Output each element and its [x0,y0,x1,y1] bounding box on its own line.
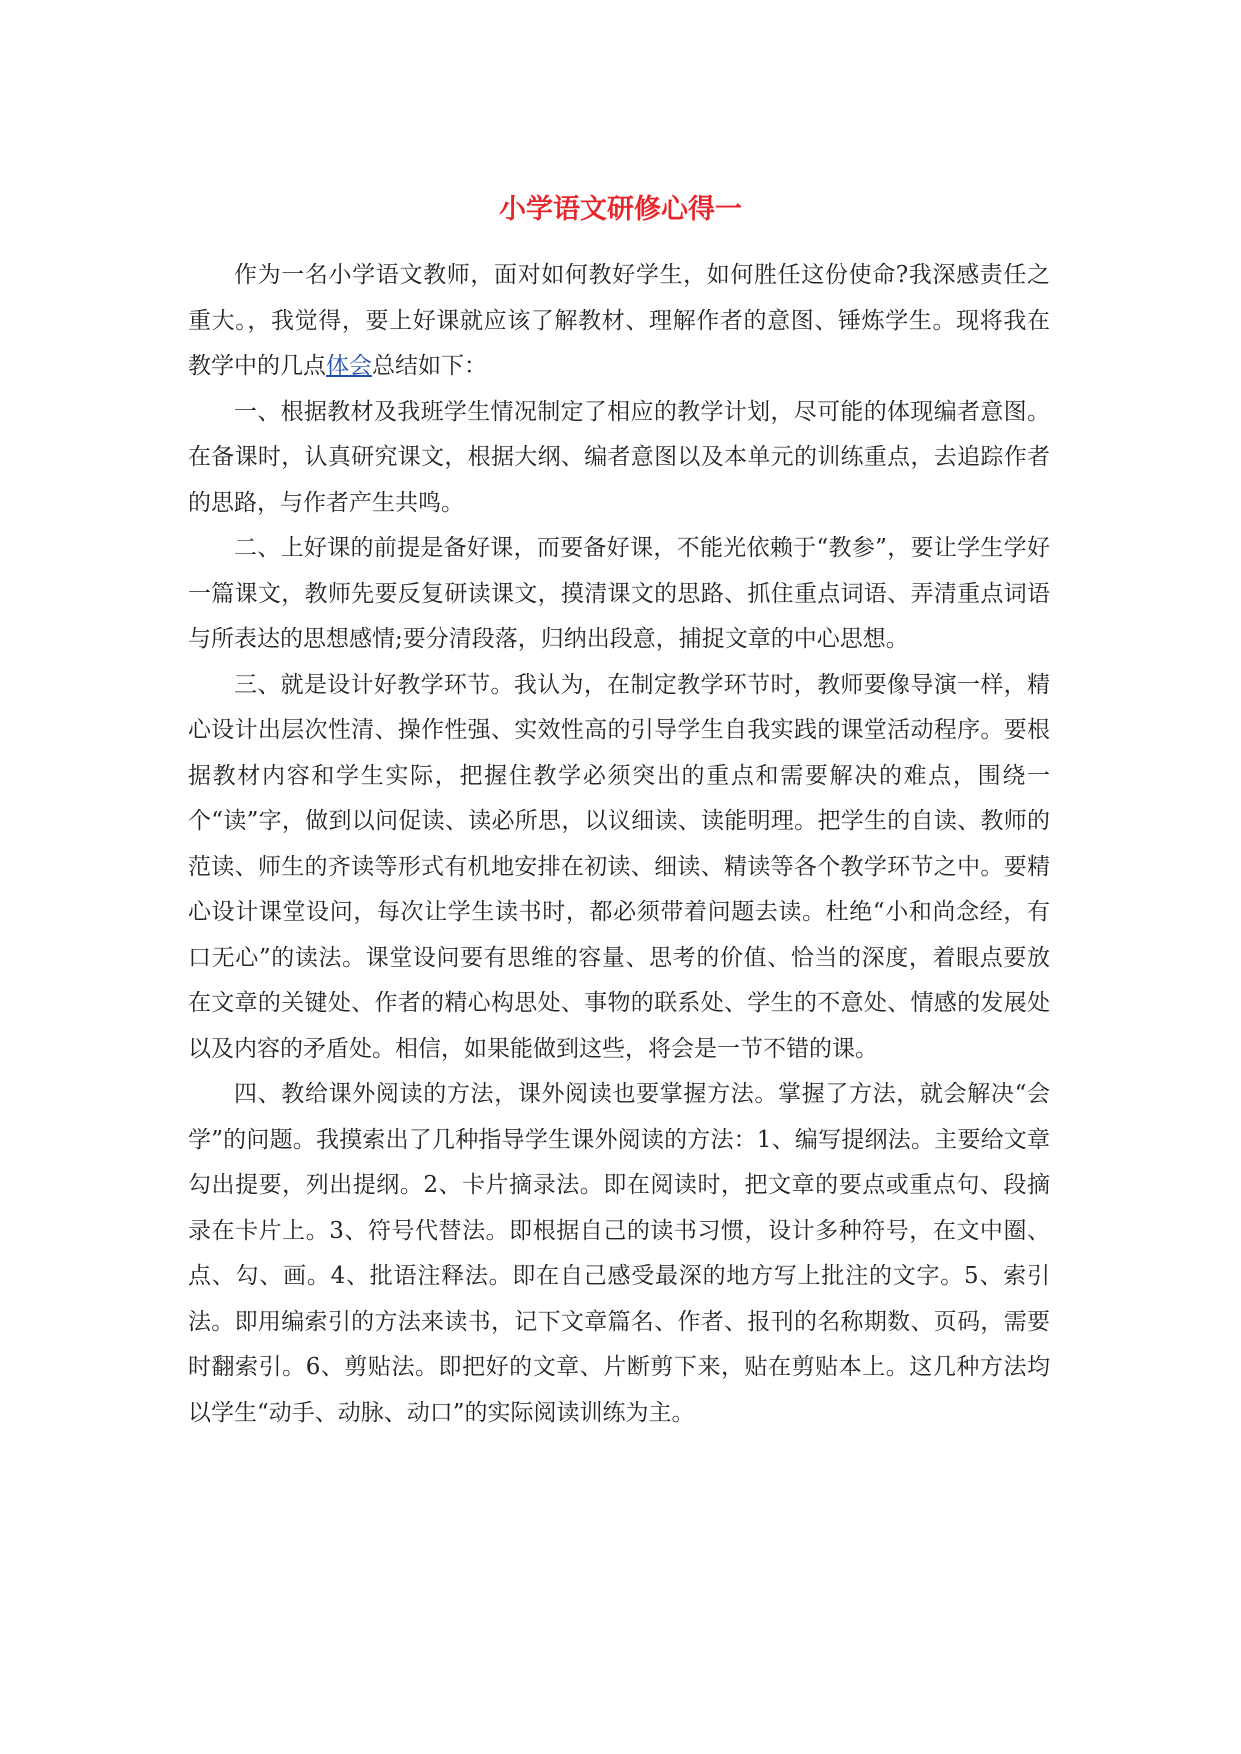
intro-paragraph [188,253,1050,390]
paragraph-three: 三、就是设计好教学环节。我认为，在制定教学环节时，教师要像导演一样，精心设计出层次性清、操作性强、实效性高的引导学生自我实践的课堂活动程序。要根据教材内容和学生实际，把握住教学必须突出的重点和需要解决的难点，围绕一个“读”字，做到以问促读、读必所思，以议细读、读能明理。把学生的自读、教师的范读、师生的齐读等形式有机地安排在初读、细读、精读等各个教学环节之中。要精心设计课堂设问，每次让学生读书时，都必须带着问题去读。杜绝“小和尚念经，有口无心”的读法。课堂设问要有思维的容量、思考的价值、恰当的深度，着眼点要放在文章的关键处、作者的精心构思处、事物的联系处、学生的不意处、情感的发展处以及内容的矛盾处。相信，如果能做到这些，将会是一节不错的课。 [188,671,1050,1062]
experience-link[interactable]: 体会 [326,353,372,379]
paragraph-four: 四、教给课外阅读的方法，课外阅读也要掌握方法。掌握了方法，就会解决“会学”的问题。我摸索出了几种指导学生课外阅读的方法：1、编写提纲法。主要给文章勾出提要，列出提纲。2、卡片摘录法。即在阅读时，把文章的要点或重点句、段摘录在卡片上。3、符号代替法。即根据自己的读书习惯，设计多种符号，在文中圈、点、勾、画。4、批语注释法。即在自己感受最深的地方写上批注的文字。5、索引法。即用编索引的方法来读书，记下文章篇名、作者、报刊的名称期数、页码，需要时翻索引。6、剪贴法。即把好的文章、片断剪下来，贴在剪贴本上。这几种方法均以学生“动手、动脉、动口”的实际阅读训练为主。 [188,1081,1050,1426]
intro-text-after-link: 总结如下： [372,353,487,379]
intro-text-before-link: 作为一名小学语文教师，面对如何教好学生，如何胜任这份使命?我深感责任之重大。，我觉得，要上好课就应该了解教材、理解作者的意图、锤炼学生。现将我在教学中的几点 [188,262,1050,379]
paragraph-two: 二、上好课的前提是备好课，而要备好课，不能光依赖于“教参”，要让学生学好一篇课文，教师先要反复研读课文，摸清课文的思路、抓住重点词语、弄清重点词语与所表达的思想感情;要分清段落，归纳出段意，捕捉文章的中心思想。 [188,535,1050,652]
document-body [188,253,1050,1436]
paragraph-one: 一、根据教材及我班学生情况制定了相应的教学计划，尽可能的体现编者意图。在备课时，认真研究课文，根据大纲、编者意图以及本单元的训练重点，去追踪作者的思路，与作者产生共鸣。 [188,398,1050,516]
document-title: 小学语文研修心得一 [499,194,742,225]
